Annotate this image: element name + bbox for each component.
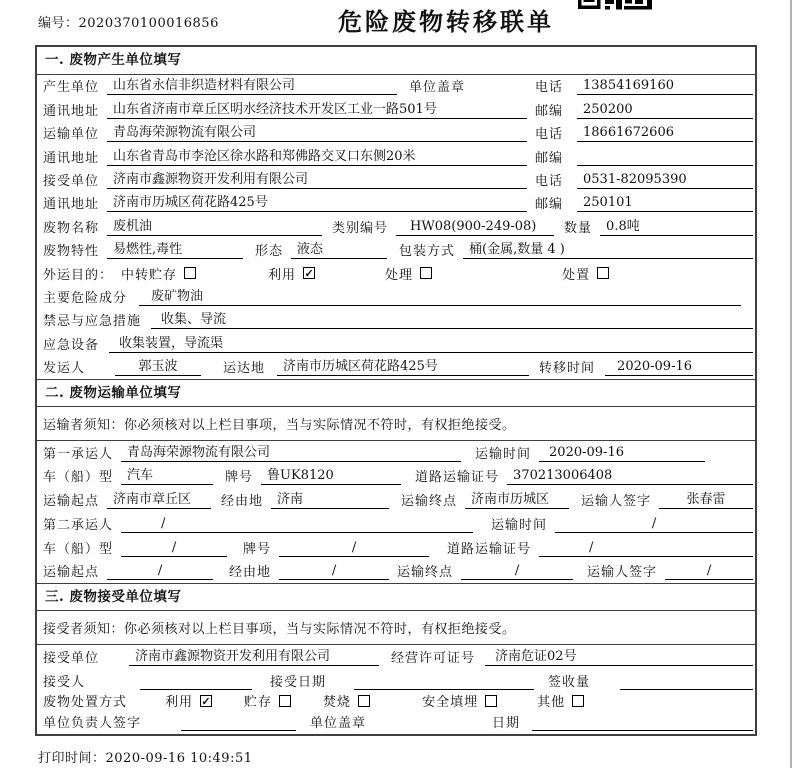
checkbox-checked: ✓	[304, 267, 314, 281]
print-time-value: 2020-09-16 10:49:51	[105, 751, 253, 766]
carrier-sign-label: 运输人签字	[587, 565, 658, 581]
origin-label: 运输起点	[43, 565, 100, 581]
purpose-option-dispose	[562, 264, 609, 283]
checkbox	[572, 695, 584, 707]
transport-time-label: 运输时间	[475, 446, 532, 462]
option-label: 处理	[385, 267, 414, 283]
date-label: 日期	[492, 715, 521, 731]
row-producer-address	[37, 98, 755, 121]
origin2-value: /	[107, 563, 213, 580]
terminus-label: 运输终点	[397, 565, 454, 581]
purpose-option-transfer-storage	[121, 264, 196, 283]
carrier2-label: 第二承运人	[43, 517, 114, 533]
producer-phone-value: 13854169160	[577, 78, 753, 95]
purpose-label: 外运目的：	[43, 267, 114, 283]
qty-value: 0.8吨	[600, 215, 753, 236]
taboo-value: 收集、导流	[151, 308, 753, 329]
vehicle1-value: 汽车	[121, 464, 213, 485]
hazard-label: 主要危险成分	[43, 290, 128, 306]
acceptor-label: 接受人	[43, 674, 86, 690]
option-label: 利用	[268, 267, 297, 283]
option-label: 安全填埋	[422, 695, 479, 711]
page-edge-line	[790, 0, 792, 768]
form-label: 形态	[255, 244, 284, 260]
plate2-value: /	[279, 540, 429, 557]
transfer-time-label: 转移时间	[539, 361, 596, 377]
via1-value: 济南	[271, 488, 389, 509]
receiver-notice: 接受者须知：你必须核对以上栏目事项，当与实际情况不符时，有权拒绝接受。	[37, 611, 755, 645]
option-label: 处置	[562, 267, 591, 283]
producer-address-value: 山东省济南市章丘区明水经济技术开发区工业一路501号	[107, 98, 527, 119]
transporter-value: 青岛海荣源物流有限公司	[107, 121, 527, 142]
form-value: 液态	[291, 238, 387, 259]
row-carrier-1	[37, 441, 755, 465]
leader-sign-value	[181, 714, 296, 731]
row-vehicle-2	[37, 536, 755, 560]
disposal-option-incinerate	[323, 691, 370, 710]
transfer-time-value: 2020-09-16	[605, 359, 753, 376]
qty-label: 数量	[564, 220, 593, 236]
receiver-address-value: 济南市历城区荷花路425号	[107, 191, 527, 212]
print-time	[38, 747, 253, 766]
transport-time1-value: 2020-09-16	[539, 445, 705, 462]
terminus2-value: /	[461, 563, 573, 580]
producer-zip-group	[535, 100, 753, 119]
packing-value: 桶(金属,数量 4 )	[463, 238, 753, 259]
accept-unit-value: 济南市鑫源物资开发利用有限公司	[129, 645, 379, 666]
traits-label: 废物特性	[43, 244, 100, 260]
checkbox	[485, 695, 497, 707]
row-accept-unit	[37, 645, 755, 669]
plate1-value: 鲁UK8120	[261, 464, 401, 485]
disposal-option-utilize	[165, 691, 212, 710]
checkbox-checked: ✓	[201, 694, 211, 708]
receiver-zip-group	[535, 193, 753, 212]
receiver-value: 济南市鑫源物资开发利用有限公司	[107, 168, 527, 189]
sign-qty-value	[620, 673, 753, 690]
row-waste-name	[37, 215, 755, 238]
terminus-label: 运输终点	[401, 494, 458, 510]
equip-value: 收集装置，导流渠	[109, 332, 753, 353]
plate-label: 牌号	[243, 541, 272, 557]
row-disposal	[37, 693, 755, 714]
receiver-phone-value: 0531-82095390	[577, 172, 753, 189]
shipper-value: 郭玉波	[115, 355, 201, 376]
checkbox	[420, 267, 432, 279]
section-3-header: 三. 废物接受单位填写	[37, 583, 755, 611]
via-label: 经由地	[221, 494, 264, 510]
section-2-header: 二. 废物运输单位填写	[37, 379, 755, 407]
producer-value: 山东省永信非织造材料有限公司	[107, 74, 397, 95]
equip-label: 应急设备	[43, 337, 100, 353]
category-value: HW08(900-249-08)	[396, 219, 554, 236]
zip-label: 邮编	[535, 197, 564, 213]
waste-name-label: 废物名称	[43, 220, 100, 236]
address-label: 通讯地址	[43, 103, 100, 119]
section-1-header: 一. 废物产生单位填写	[37, 47, 755, 75]
transport-time2-value: /	[555, 516, 753, 533]
document-number-value: 2020370100016856	[78, 16, 219, 31]
transporter-zip-value	[577, 149, 753, 166]
via-label: 经由地	[229, 565, 272, 581]
date-value	[532, 714, 753, 731]
row-shipper	[37, 356, 755, 379]
road-permit-label: 道路运输证号	[415, 470, 500, 486]
option-label: 其他	[537, 695, 566, 711]
unit-seal-label: 单位盖章	[310, 715, 367, 731]
receiver-zip-value: 250101	[577, 195, 753, 212]
unit-seal-label: 单位盖章	[409, 80, 466, 96]
row-vehicle-1	[37, 465, 755, 489]
zip-label: 邮编	[535, 103, 564, 119]
page-title: 危险废物转移联单	[338, 7, 554, 36]
phone-label: 电话	[535, 127, 564, 143]
carrier-sign-label: 运输人签字	[581, 494, 652, 510]
row-route-1	[37, 488, 755, 512]
row-receiver-address	[37, 192, 755, 215]
print-time-label: 打印时间：	[38, 751, 106, 766]
manifest-form	[35, 45, 757, 736]
row-receiver	[37, 169, 755, 192]
vehicle2-value: /	[121, 540, 227, 557]
document-number-label: 编号：	[38, 16, 79, 31]
disposal-option-other	[537, 691, 584, 710]
plate-label: 牌号	[225, 470, 254, 486]
packing-label: 包装方式	[399, 244, 456, 260]
row-waste-traits	[37, 239, 755, 262]
purpose-option-treat	[385, 264, 432, 283]
row-transporter-address	[37, 145, 755, 168]
option-label: 利用	[165, 695, 194, 711]
checkbox	[597, 267, 609, 279]
row-acceptor	[37, 669, 755, 693]
origin1-value: 济南市章丘区	[107, 488, 211, 509]
carrier-sign1-value: 张春雷	[659, 488, 753, 509]
carrier1-label: 第一承运人	[43, 446, 114, 462]
row-carrier-2	[37, 512, 755, 536]
vehicle-label: 车（船）型	[43, 541, 114, 557]
disposal-label: 废物处置方式	[43, 695, 128, 711]
acceptor-value	[140, 673, 252, 690]
accept-date-value	[354, 673, 534, 690]
checkbox	[358, 695, 370, 707]
carrier2-value: /	[121, 516, 473, 533]
producer-phone-group	[535, 76, 753, 95]
terminus1-value: 济南市历城区	[465, 488, 569, 509]
receiver-label: 接受单位	[43, 173, 100, 189]
via2-value: /	[279, 563, 389, 580]
transporter-phone-group	[535, 123, 753, 142]
accept-unit-label: 接受单位	[43, 650, 100, 666]
producer-label: 产生单位	[43, 80, 100, 96]
dest-value: 济南市历城区荷花路425号	[277, 355, 529, 376]
dest-label: 运达地	[223, 361, 266, 377]
row-taboo	[37, 309, 755, 332]
road-permit2-value: /	[539, 540, 753, 557]
category-label: 类别编号	[332, 220, 389, 236]
option-label: 中转贮存	[121, 267, 178, 283]
transporter-notice: 运输者须知：你必须核对以上栏目事项，当与实际情况不符时，有权拒绝接受。	[37, 407, 755, 441]
accept-date-label: 接受日期	[270, 674, 327, 690]
receiver-phone-group	[535, 170, 753, 189]
transporter-address-value: 山东省青岛市李沧区徐水路和郑佛路交叉口东侧20米	[107, 145, 527, 166]
origin-label: 运输起点	[43, 494, 100, 510]
transporter-zip-group	[535, 147, 753, 166]
disposal-option-landfill	[422, 691, 497, 710]
row-leader-sign	[37, 713, 755, 734]
row-hazard	[37, 286, 755, 309]
hazard-value: 废矿物油	[139, 285, 741, 306]
transport-time-label: 运输时间	[491, 517, 548, 533]
shipper-label: 发运人	[43, 361, 86, 377]
license-value: 济南危证02号	[485, 645, 753, 666]
traits-value: 易燃性,毒性	[107, 238, 243, 259]
road-permit1-value: 370213006408	[507, 468, 753, 485]
producer-zip-value: 250200	[577, 102, 753, 119]
carrier1-value: 青岛海荣源物流有限公司	[121, 441, 461, 462]
zip-label: 邮编	[535, 150, 564, 166]
checkbox	[184, 267, 196, 279]
road-permit-label: 道路运输证号	[447, 541, 532, 557]
purpose-option-utilize	[268, 264, 315, 283]
transporter-phone-value: 18661672606	[577, 125, 753, 142]
sign-qty-label: 签收量	[548, 674, 591, 690]
disposal-option-storage	[244, 691, 291, 710]
phone-label: 电话	[535, 173, 564, 189]
license-label: 经营许可证号	[391, 650, 476, 666]
waste-name-value: 废机油	[107, 215, 322, 236]
option-label: 贮存	[244, 695, 273, 711]
vehicle-label: 车（船）型	[43, 470, 114, 486]
row-purpose	[37, 262, 755, 285]
leader-sign-label: 单位负责人签字	[43, 715, 142, 731]
option-label: 焚烧	[323, 695, 352, 711]
phone-label: 电话	[535, 80, 564, 96]
checkbox	[279, 695, 291, 707]
address-label: 通讯地址	[43, 150, 100, 166]
row-route-2	[37, 560, 755, 584]
qr-code-fragment-icon	[578, 0, 654, 10]
carrier-sign2-value: /	[665, 563, 753, 580]
row-producer	[37, 75, 755, 98]
transporter-label: 运输单位	[43, 127, 100, 143]
address-label: 通讯地址	[43, 197, 100, 213]
row-equip	[37, 332, 755, 355]
row-transporter	[37, 122, 755, 145]
taboo-label: 禁忌与应急措施	[43, 314, 142, 330]
